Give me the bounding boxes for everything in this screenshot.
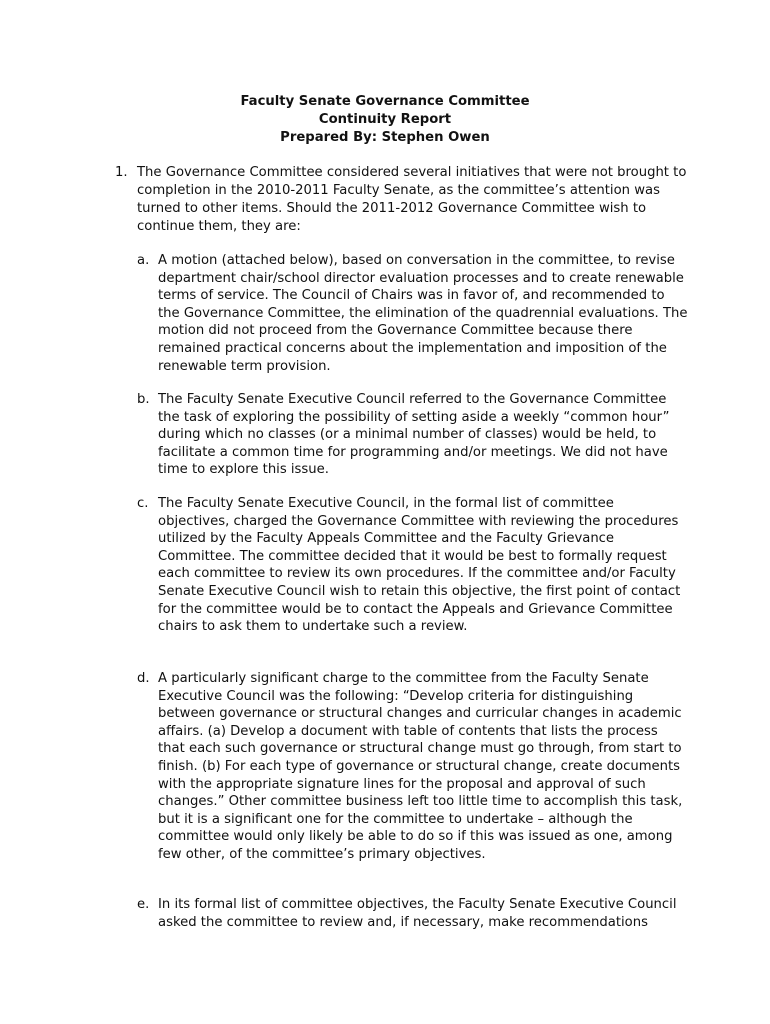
subitem-letter-e: e. bbox=[137, 897, 150, 912]
document-subtitle: Continuity Report bbox=[318, 112, 452, 127]
subitem-letter-b: b. bbox=[137, 392, 150, 407]
subitem-letter-a: a. bbox=[137, 253, 150, 268]
document-header bbox=[0, 93, 770, 147]
subitem-text-d: A particularly significant charge to the committee from the Faculty Senate Executive Council was the following: “Develop criteria for distinguishing between governance or structural changes and curricular changes in academic affairs. (a) Develop a document with table of contents that lists the process that each such governance or structural change must go through, from start to finish. (b) For each type of governance or structural change, create documents with the appropriate signature lines for the proposal and approval of such changes.” Other committee business left too little time to accomplish this task, but it is a significant one for the committee to undertake – although the committee would only likely be able to do so if this was issued as one, among few other, of the committee’s primary objectives. bbox=[158, 671, 683, 862]
item-text: The Governance Committee considered several initiatives that were not brought to completion in the 2010-2011 Faculty Senate, as the committee’s attention was turned to other items. Should the 2011-2012 Governance Committee wish to continue them, they are: bbox=[137, 165, 687, 234]
subitem-letter-c: c. bbox=[137, 496, 149, 511]
document-title: Faculty Senate Governance Committee bbox=[240, 94, 530, 109]
subitem-letter-d: d. bbox=[137, 671, 150, 686]
item-number: 1. bbox=[115, 165, 128, 180]
subitem-text-c: The Faculty Senate Executive Council, in the formal list of committee objectives, charged the Governance Committee with reviewing the procedures utilized by the Faculty Appeals Committee and the Faculty Grievance Committee. The committee decided that it would be best to formally request each committee to review its own procedures. If the committee and/or Faculty Senate Executive Council wish to retain this objective, the first point of contact for the committee would be to contact the Appeals and Grievance Committee chairs to ask them to undertake such a review. bbox=[158, 496, 681, 635]
document-author: Prepared By: Stephen Owen bbox=[280, 130, 490, 145]
subitem-text-e: In its formal list of committee objectives, the Faculty Senate Executive Council asked the committee to review and, if necessary, make recommendations bbox=[158, 897, 677, 930]
subitem-text-b: The Faculty Senate Executive Council referred to the Governance Committee the task of exploring the possibility of setting aside a weekly “common hour” during which no classes (or a minimal number of classes) would be held, to facilitate a common time for programming and/or meetings. We did not have time to explore this issue. bbox=[158, 392, 670, 478]
subitem-text-a: A motion (attached below), based on conversation in the committee, to revise department chair/school director evaluation processes and to create renewable terms of service. The Council of Chairs was in favor of, and recommended to the Governance Committee, the elimination of the quadrennial evaluations. The motion did not proceed from the Governance Committee because there remained practical concerns about the implementation and imposition of the renewable term provision. bbox=[158, 253, 688, 374]
